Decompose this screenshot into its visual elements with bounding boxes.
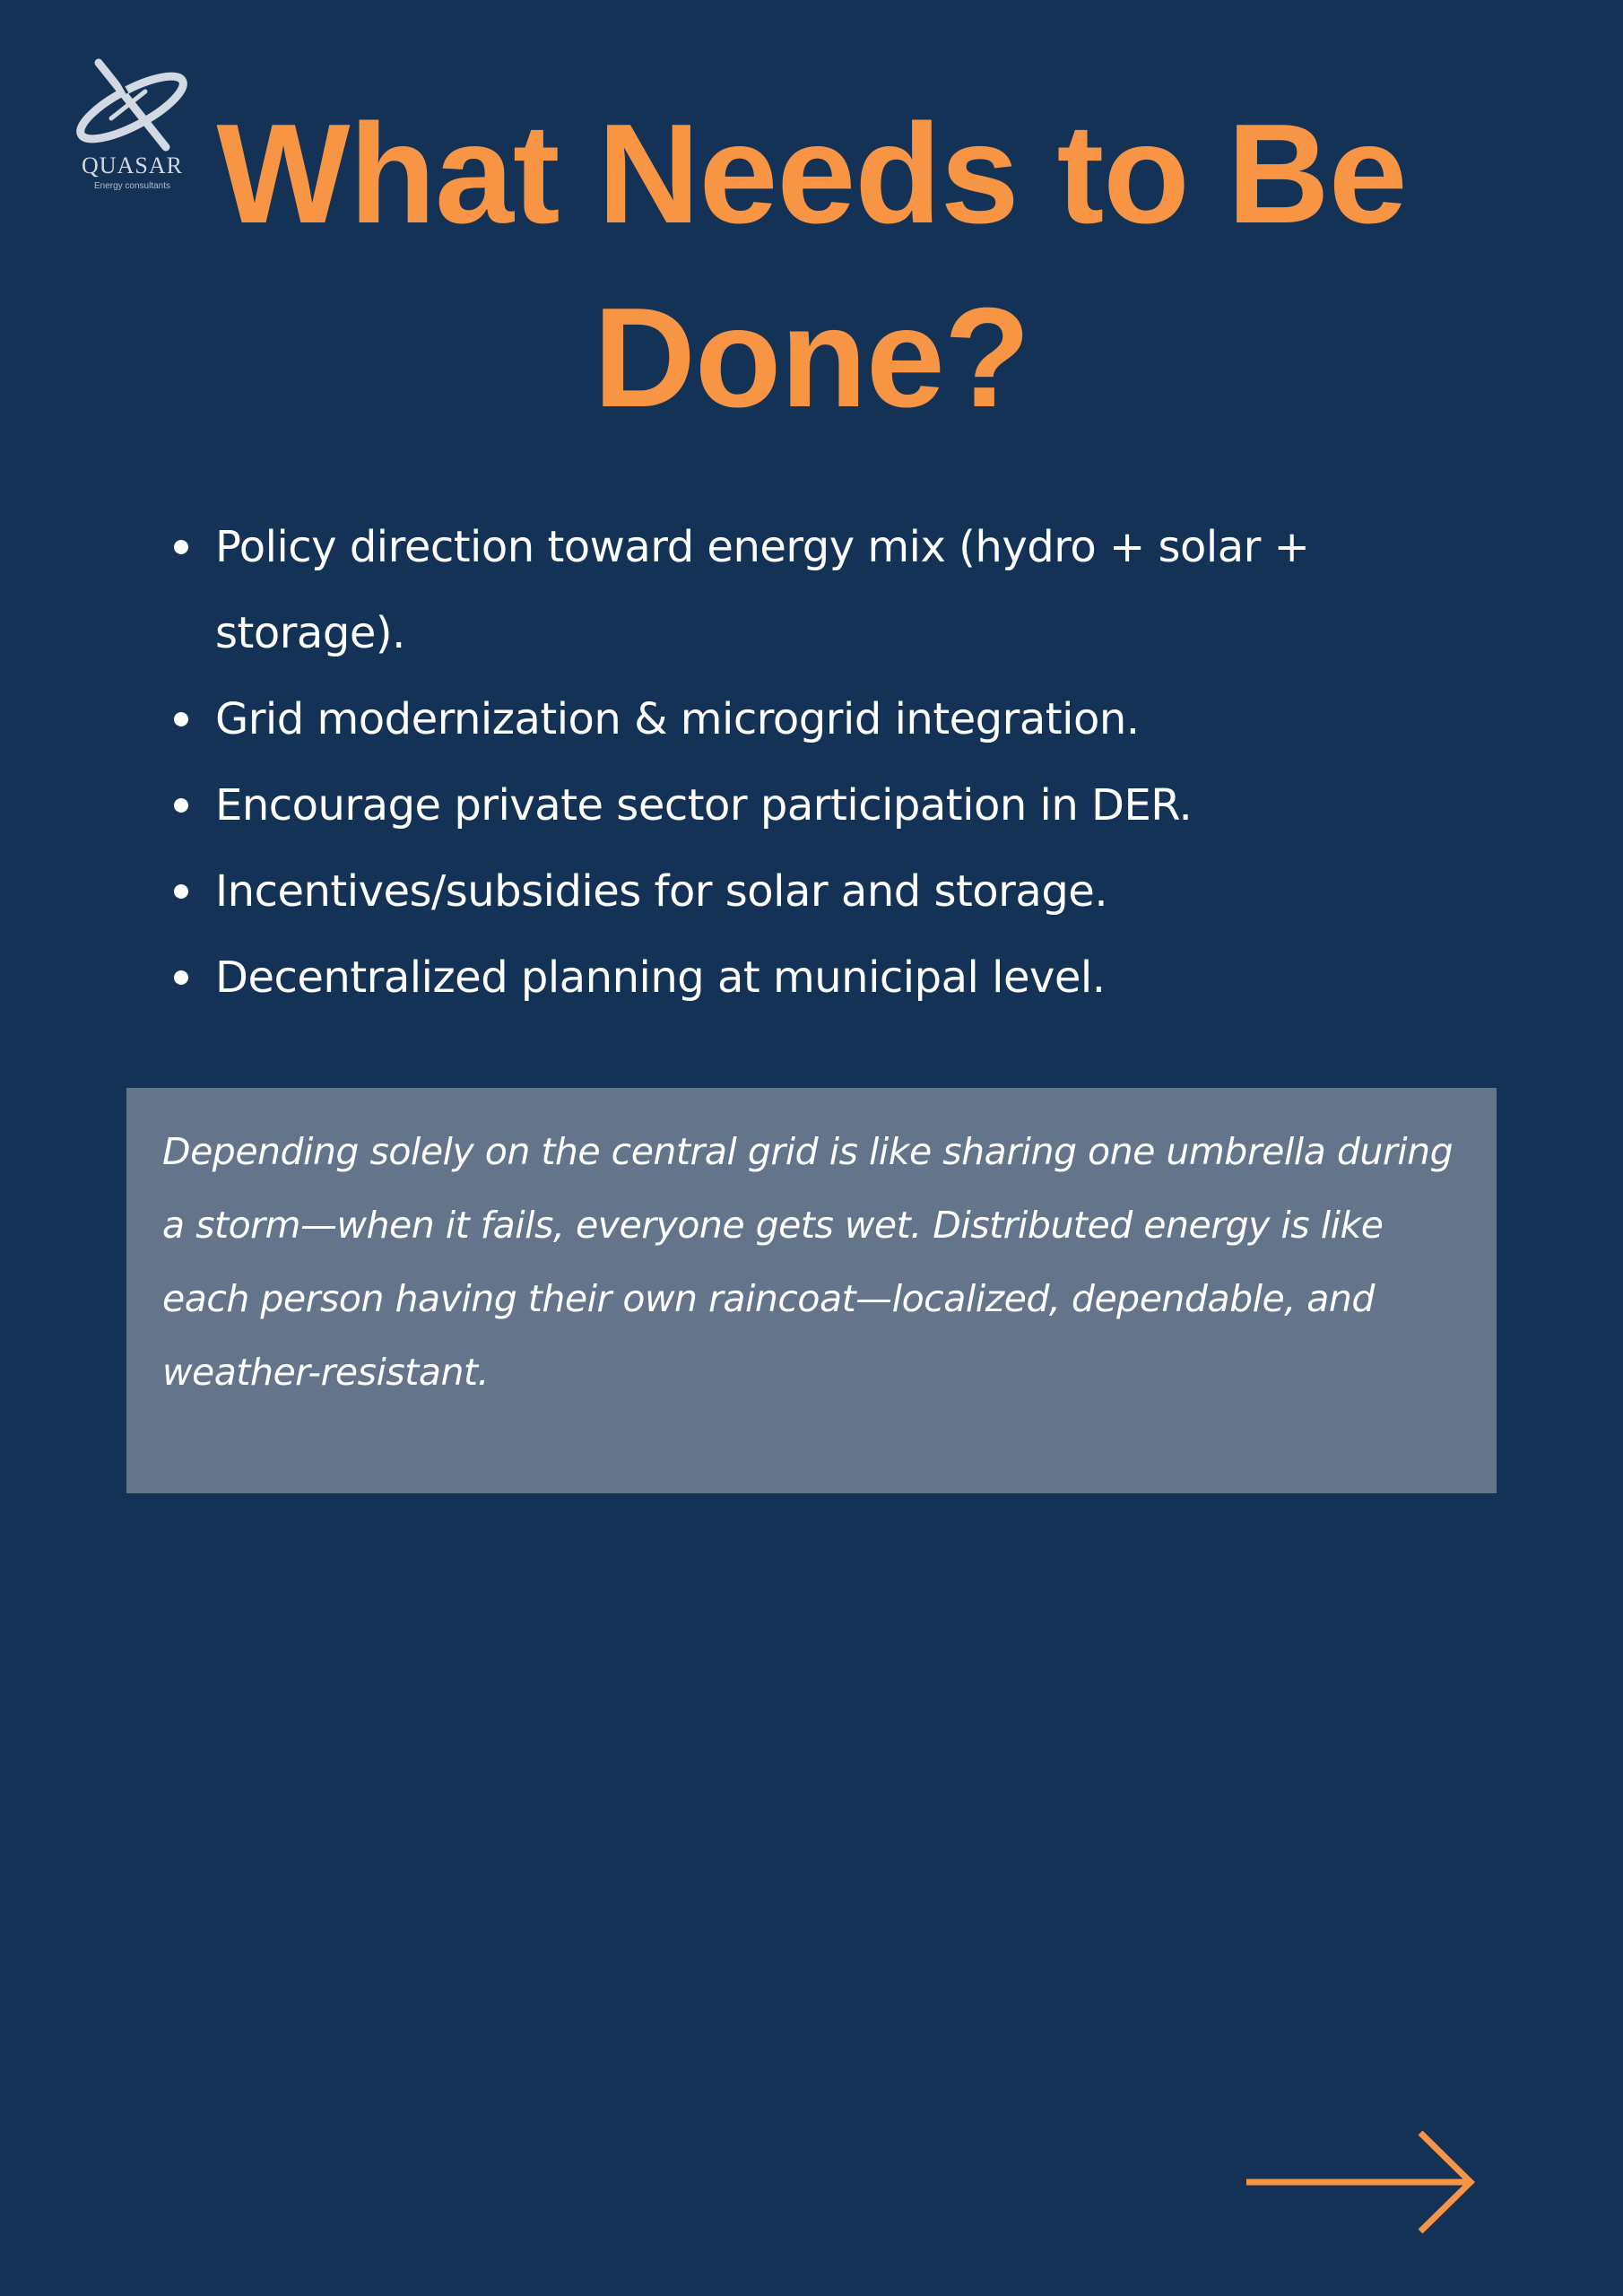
list-item: [170, 676, 1390, 762]
logo-name: QUASAR: [82, 152, 183, 178]
bullet-text: Policy direction toward energy mix (hydro + solar + storage).: [215, 522, 1310, 658]
page-title: What Needs to Be Done?: [216, 95, 1407, 437]
logo-tagline: Energy consultants: [93, 181, 171, 191]
bullet-dot: [174, 540, 188, 554]
company-logo: [72, 56, 193, 199]
bullet-dot: [174, 712, 188, 726]
quasar-logo-icon: [72, 56, 193, 154]
bullet-dot: [174, 884, 188, 899]
bullet-text: Encourage private sector participation in DER.: [215, 780, 1193, 831]
list-item: [170, 935, 1390, 1021]
quote-box: [126, 1088, 1497, 1493]
list-item: [170, 504, 1390, 676]
bullet-text: Incentives/subsidies for solar and storage.: [215, 866, 1108, 917]
list-item: [170, 848, 1390, 935]
bullet-dot: [174, 798, 188, 813]
next-slide-button[interactable]: [1245, 2129, 1478, 2235]
arrow-right-icon: [1245, 2129, 1478, 2235]
bullet-dot: [174, 970, 188, 985]
bullet-text: Decentralized planning at municipal level.: [215, 952, 1106, 1003]
bullet-list: [170, 504, 1390, 1021]
bullet-text: Grid modernization & microgrid integration.: [215, 694, 1140, 744]
quote-text: Depending solely on the central grid is like sharing one umbrella during a storm—when it fails, everyone gets wet. Distributed energy is like each person having their own raincoat—localized, dependable, and weather-resistant.: [162, 1130, 1454, 1394]
list-item: [170, 762, 1390, 848]
